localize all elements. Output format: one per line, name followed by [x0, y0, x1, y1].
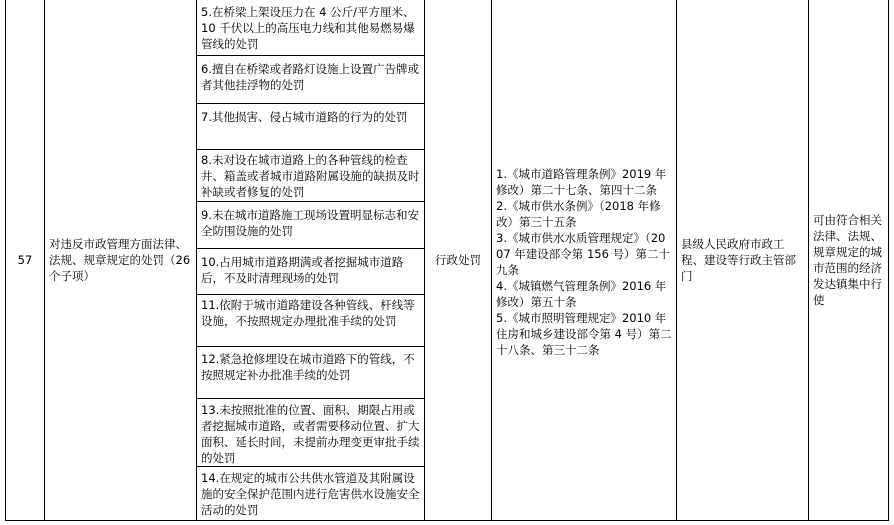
- row-number-text: 57: [17, 253, 33, 267]
- subitem-8: 8.未对设在城市道路上的各种管线的检查井、箱盖或者城市道路附属设施的缺损及时补缺或者修复的处罚: [201, 153, 420, 199]
- note-cell: [809, 0, 888, 520]
- subitem-9: 9.未在城市道路施工现场设置明显标志和安全防围设施的处罚: [201, 208, 419, 238]
- subitem-border: [196, 398, 425, 399]
- matter-text: 对违反市政管理方面法律、法规、规章规定的处罚（26 个子项）: [49, 237, 191, 283]
- col-border: [888, 0, 889, 521]
- department-cell: [677, 0, 808, 520]
- subitem-border: [196, 294, 425, 295]
- subitem-border: [196, 466, 425, 467]
- subitem-11: 11.依附于城市道路建设各种管线、杆线等设施，不按照规定办理批准手续的处罚: [201, 298, 415, 328]
- category-cell: [425, 0, 491, 520]
- subitem-border: [196, 346, 425, 347]
- subitem-6: 6.擅自在桥梁或者路灯设施上设置广告牌或者其他挂浮物的处罚: [201, 62, 419, 92]
- note-text: 可由符合相关法律、法规、规章规定的城市范围的经济发达镇集中行使: [813, 213, 882, 307]
- department-text: 县级人民政府市政工程、建设等行政主管部门: [681, 237, 796, 283]
- matter-cell: [45, 0, 196, 520]
- basis-cell: [492, 149, 676, 379]
- subitem-border: [196, 149, 425, 150]
- row-number: [6, 0, 44, 520]
- subitem-border: [196, 55, 425, 56]
- subitem-5: 5.在桥梁上架设压力在 4 公斤/平方厘米、10 千伏以上的高压电力线和其他易燃易爆管线的处罚: [201, 5, 415, 51]
- subitem-12: 12.紧急抢修埋设在城市道路下的管线，不按照规定补办批准手续的处罚: [201, 352, 415, 382]
- subitem-13: 13.未按照批准的位置、面积、期限占用或者挖掘城市道路，或者需要移动位置、扩大面积、延长时间，未提前办理变更审批手续的处罚: [201, 403, 420, 465]
- subitem-10: 10.占用城市道路期满或者挖掘城市道路后，不及时清理现场的处罚: [201, 255, 404, 285]
- subitem-7: 7.其他损害、侵占城市道路的行为的处罚: [201, 110, 408, 124]
- subitem-border: [196, 201, 425, 202]
- subitem-border: [196, 248, 425, 249]
- category-text: 行政处罚: [435, 253, 481, 267]
- subitem-14: 14.在规定的城市公共供水管道及其附属设施的安全保护范围内进行危害供水设施安全活动的处罚: [201, 471, 420, 517]
- basis-text: 1.《城市道路管理条例》2019 年修改）第二十七条、第四十二条 2.《城市供水条例》（2018 年修改）第三十五条 3.《城市供水水质管理规定》（2007 年建设部令第 156 号）第二十九条 4.《城镇燃气管理条例》2016 年修改）第五十条 5.《城市照明管理规定》2010 年住房和城乡建设部令第 4 号）第二十八条、第三十二条: [496, 167, 672, 357]
- row-border: [5, 520, 889, 521]
- subitem-border: [196, 103, 425, 104]
